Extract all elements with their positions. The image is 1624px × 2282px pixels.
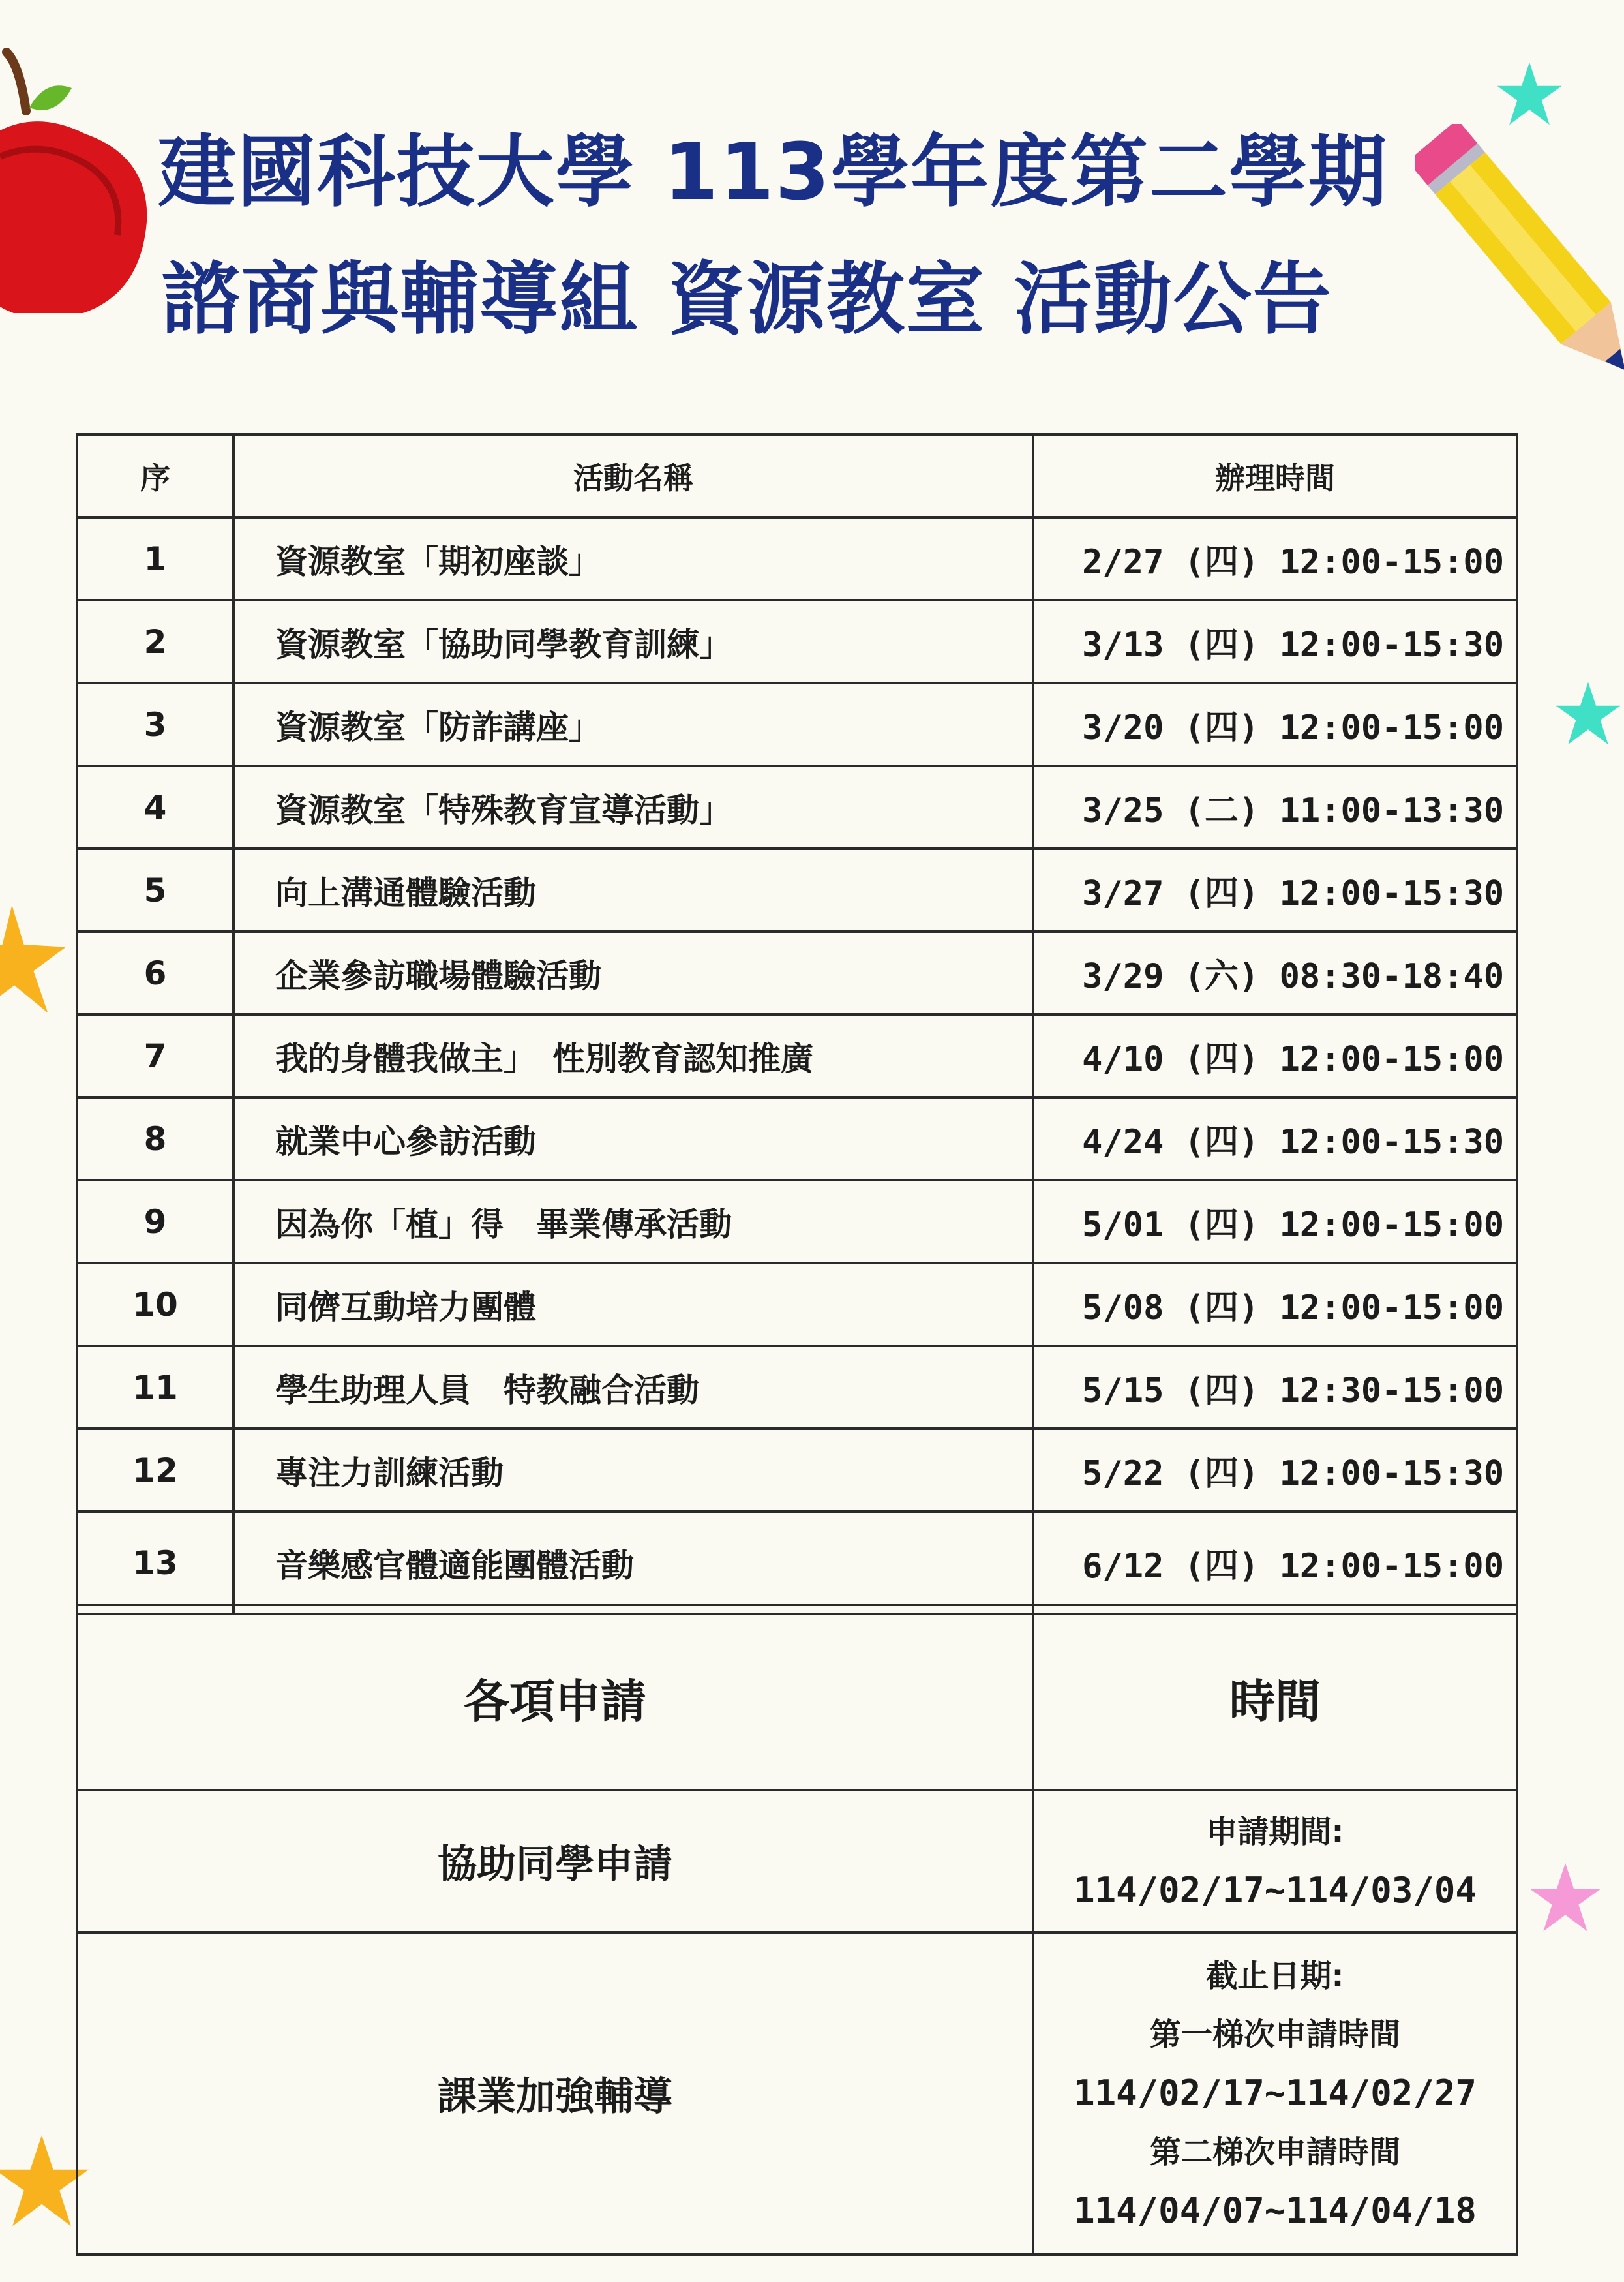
row-number: 2	[77, 600, 233, 683]
table-row	[77, 1014, 1517, 1097]
batch1-value: 114/02/17~114/02/27	[1074, 2073, 1477, 2114]
star-icon	[1494, 59, 1565, 130]
activity-name: 資源教室「防詐講座」	[233, 683, 1033, 766]
activity-name: 資源教室「特殊教育宣導活動」	[233, 766, 1033, 849]
activity-time: 3/25 (二) 11:00-13:30	[1033, 766, 1517, 849]
row-number: 13	[77, 1512, 233, 1614]
row-number: 4	[77, 766, 233, 849]
activity-name: 專注力訓練活動	[233, 1429, 1033, 1512]
header-application-items: 各項申請	[77, 1605, 1033, 1790]
application-table	[76, 1604, 1518, 2256]
page-subtitle: 諮商與輔導組 資源教室 活動公告	[161, 254, 1332, 345]
activity-time: 5/01 (四) 12:00-15:00	[1033, 1180, 1517, 1263]
row-number: 5	[77, 849, 233, 932]
header-activity-name: 活動名稱	[233, 434, 1033, 517]
table-row	[77, 1263, 1517, 1346]
activity-time: 5/15 (四) 12:30-15:00	[1033, 1346, 1517, 1429]
row-number: 9	[77, 1180, 233, 1263]
activity-schedule-table	[76, 433, 1518, 1615]
table-row	[77, 849, 1517, 932]
assist-application-period	[1033, 1790, 1517, 1932]
activity-time: 4/24 (四) 12:00-15:30	[1033, 1097, 1517, 1180]
tutoring-label: 課業加強輔導	[77, 1932, 1033, 2255]
header-application-time: 時間	[1033, 1605, 1517, 1790]
tutoring-deadlines	[1033, 1932, 1517, 2255]
activity-time: 4/10 (四) 12:00-15:00	[1033, 1014, 1517, 1097]
activity-time: 3/20 (四) 12:00-15:00	[1033, 683, 1517, 766]
star-icon	[0, 894, 72, 1024]
activity-time: 3/29 (六) 08:30-18:40	[1033, 932, 1517, 1014]
period-value: 114/02/17~114/03/04	[1074, 1870, 1477, 1911]
batch2-label: 第二梯次申請時間	[1149, 2134, 1400, 2170]
star-icon	[1526, 1859, 1604, 1938]
assist-application-row	[77, 1790, 1517, 1932]
activity-name: 就業中心參訪活動	[233, 1097, 1033, 1180]
activity-time: 5/08 (四) 12:00-15:00	[1033, 1263, 1517, 1346]
activity-time: 6/12 (四) 12:00-15:00	[1033, 1512, 1517, 1614]
page-title: 建國科技大學 113學年度第二學期	[157, 127, 1389, 218]
activity-time: 5/22 (四) 12:00-15:30	[1033, 1429, 1517, 1512]
table-row	[77, 1512, 1517, 1614]
table-row	[77, 600, 1517, 683]
row-number: 11	[77, 1346, 233, 1429]
batch2-value: 114/04/07~114/04/18	[1074, 2190, 1477, 2231]
deadline-label: 截止日期:	[1206, 1958, 1344, 1994]
activity-name: 向上溝通體驗活動	[233, 849, 1033, 932]
row-number: 10	[77, 1263, 233, 1346]
table-row	[77, 1097, 1517, 1180]
activity-name: 音樂感官體適能團體活動	[233, 1512, 1033, 1614]
table-row	[77, 1180, 1517, 1263]
row-number: 6	[77, 932, 233, 1014]
header-number: 序	[77, 434, 233, 517]
activity-name: 同儕互動培力團體	[233, 1263, 1033, 1346]
row-number: 1	[77, 517, 233, 600]
assist-application-label: 協助同學申請	[77, 1790, 1033, 1932]
table-row	[77, 932, 1517, 1014]
header-time: 辦理時間	[1033, 434, 1517, 517]
star-icon	[1552, 678, 1624, 750]
activity-name: 學生助理人員 特教融合活動	[233, 1346, 1033, 1429]
activity-name: 企業參訪職場體驗活動	[233, 932, 1033, 1014]
activity-time: 3/27 (四) 12:00-15:30	[1033, 849, 1517, 932]
activity-name: 我的身體我做主」 性別教育認知推廣	[233, 1014, 1033, 1097]
table-header-row	[77, 434, 1517, 517]
activity-name: 資源教室「協助同學教育訓練」	[233, 600, 1033, 683]
table-row	[77, 683, 1517, 766]
table-row	[77, 1346, 1517, 1429]
table-row	[77, 1429, 1517, 1512]
period-label: 申請期間:	[1206, 1814, 1344, 1850]
table-row	[77, 766, 1517, 849]
row-number: 8	[77, 1097, 233, 1180]
tutoring-application-row	[77, 1932, 1517, 2255]
activity-name: 因為你「植」得 畢業傳承活動	[233, 1180, 1033, 1263]
row-number: 3	[77, 683, 233, 766]
activity-time: 3/13 (四) 12:00-15:30	[1033, 600, 1517, 683]
row-number: 7	[77, 1014, 233, 1097]
application-header-row	[77, 1605, 1517, 1790]
activity-name: 資源教室「期初座談」	[233, 517, 1033, 600]
table-row	[77, 517, 1517, 600]
batch1-label: 第一梯次申請時間	[1149, 2016, 1400, 2053]
activity-time: 2/27 (四) 12:00-15:00	[1033, 517, 1517, 600]
row-number: 12	[77, 1429, 233, 1512]
